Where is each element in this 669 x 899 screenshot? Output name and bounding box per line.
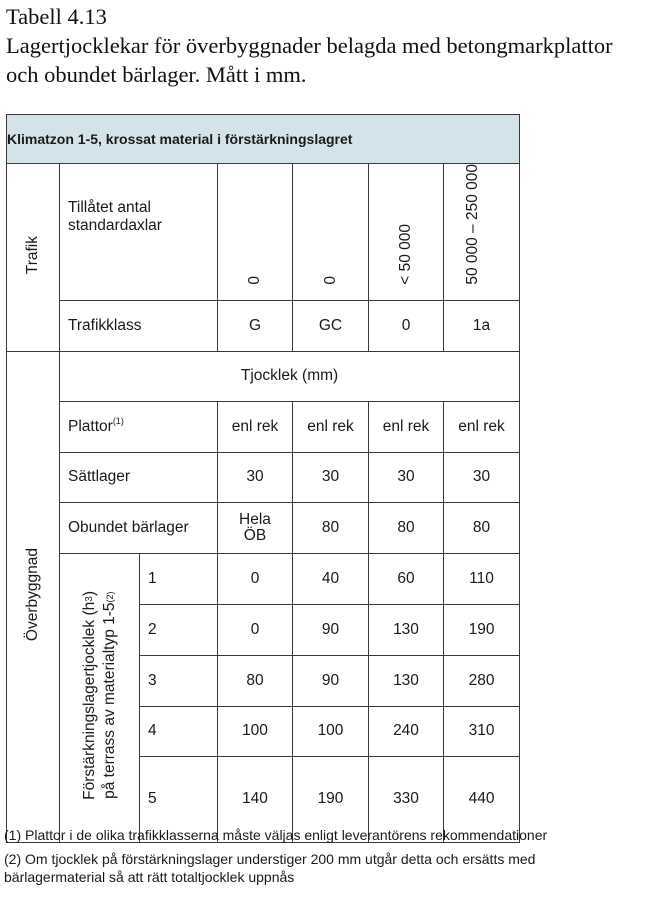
forstarkning-value: 130: [369, 655, 444, 706]
obundet-row: [7, 502, 520, 553]
trafik-group-label: Trafik: [7, 164, 60, 352]
trafikklass-value: GC: [293, 300, 369, 351]
obundet-value: 80: [293, 502, 369, 553]
table-header-row: [7, 115, 520, 164]
overbyggnad-group-label: Överbyggnad: [7, 351, 60, 842]
forstarkning-value: 130: [369, 604, 444, 655]
axlar-value: < 50 000: [369, 164, 444, 301]
trafikklass-value: 1a: [444, 300, 520, 351]
forstarkning-value: 240: [369, 706, 444, 756]
trafikklass-row: [7, 300, 520, 351]
axlar-value: 50 000 – 250 000: [444, 164, 520, 301]
table-title-line-2: och obundet bärlager. Mått i mm.: [6, 62, 307, 87]
forstarkning-value: 100: [218, 706, 293, 756]
sattlager-row: [7, 452, 520, 502]
axlar-row: [7, 164, 520, 301]
table-title-line-1: Lagertjocklekar för överbyggnader belagda med betongmarkplattor: [6, 33, 613, 58]
table-caption: [6, 2, 613, 89]
materialtyp-label: 5: [140, 756, 218, 842]
footnote-ref-2: (2): [104, 591, 115, 603]
forstarkning-value: 330: [369, 756, 444, 842]
trafikklass-value: G: [218, 300, 293, 351]
table-header: Klimatzon 1-5, krossat material i förstärkningslagret: [7, 115, 520, 164]
forstarkning-value: 0: [218, 604, 293, 655]
obundet-value: Hela ÖB: [218, 502, 293, 553]
forstarkning-row-1: [7, 553, 520, 604]
forstarkning-value: 190: [444, 604, 520, 655]
forstarkning-value: 40: [293, 553, 369, 604]
sattlager-value: 30: [369, 452, 444, 502]
forstarkning-value: 110: [444, 553, 520, 604]
axlar-value: 0: [293, 164, 369, 301]
materialtyp-label: 1: [140, 553, 218, 604]
forstarkning-value: 190: [293, 756, 369, 842]
plattor-value: enl rek: [444, 401, 520, 452]
sattlager-value: 30: [293, 452, 369, 502]
plattor-value: enl rek: [293, 401, 369, 452]
plattor-row: [7, 401, 520, 452]
trafikklass-value: 0: [369, 300, 444, 351]
materialtyp-label: 3: [140, 655, 218, 706]
sattlager-value: 30: [218, 452, 293, 502]
footnote-ref-1: (1): [112, 415, 124, 426]
forstarkning-value: 80: [218, 655, 293, 706]
table-number: Tabell 4.13: [6, 4, 107, 29]
forstarkning-value: 280: [444, 655, 520, 706]
layer-thickness-table: [6, 114, 520, 843]
tjocklek-heading: Tjocklek (mm): [60, 351, 520, 401]
axlar-label: Tillåtet antal standardaxlar: [60, 164, 218, 301]
sattlager-label: Sättlager: [60, 452, 218, 502]
forstarkning-value: 60: [369, 553, 444, 604]
forstarkning-value: 140: [218, 756, 293, 842]
sattlager-value: 30: [444, 452, 520, 502]
plattor-value: enl rek: [218, 401, 293, 452]
materialtyp-label: 4: [140, 706, 218, 756]
forstarkning-value: 90: [293, 604, 369, 655]
forstarkning-value: 0: [218, 553, 293, 604]
footnote-1: (1) Plattor i de olika trafikklasserna måste väljas enligt leverantörens rekommendationer: [4, 827, 548, 843]
footnote-2: (2) Om tjocklek på förstärkningslager understiger 200 mm utgår detta och ersätts med bärlagermaterial så att rätt totaltjocklek uppnås: [4, 851, 536, 885]
materialtyp-label: 2: [140, 604, 218, 655]
forstarkning-value: 100: [293, 706, 369, 756]
forstarkning-value: 310: [444, 706, 520, 756]
trafikklass-label: Trafikklass: [60, 300, 218, 351]
footnotes: [4, 826, 629, 892]
plattor-label: Plattor$^{(1)}$: [60, 401, 218, 452]
plattor-value: enl rek: [369, 401, 444, 452]
obundet-label: Obundet bärlager: [60, 502, 218, 553]
axlar-value: 0: [218, 164, 293, 301]
obundet-value: 80: [369, 502, 444, 553]
forstarkning-value: 440: [444, 756, 520, 842]
forstarkning-label: Förstärkningslagertjocklek (h3) på terrass av materialtyp 1-5(2): [60, 553, 140, 842]
obundet-value: 80: [444, 502, 520, 553]
forstarkning-value: 90: [293, 655, 369, 706]
tjocklek-heading-row: [7, 351, 520, 401]
